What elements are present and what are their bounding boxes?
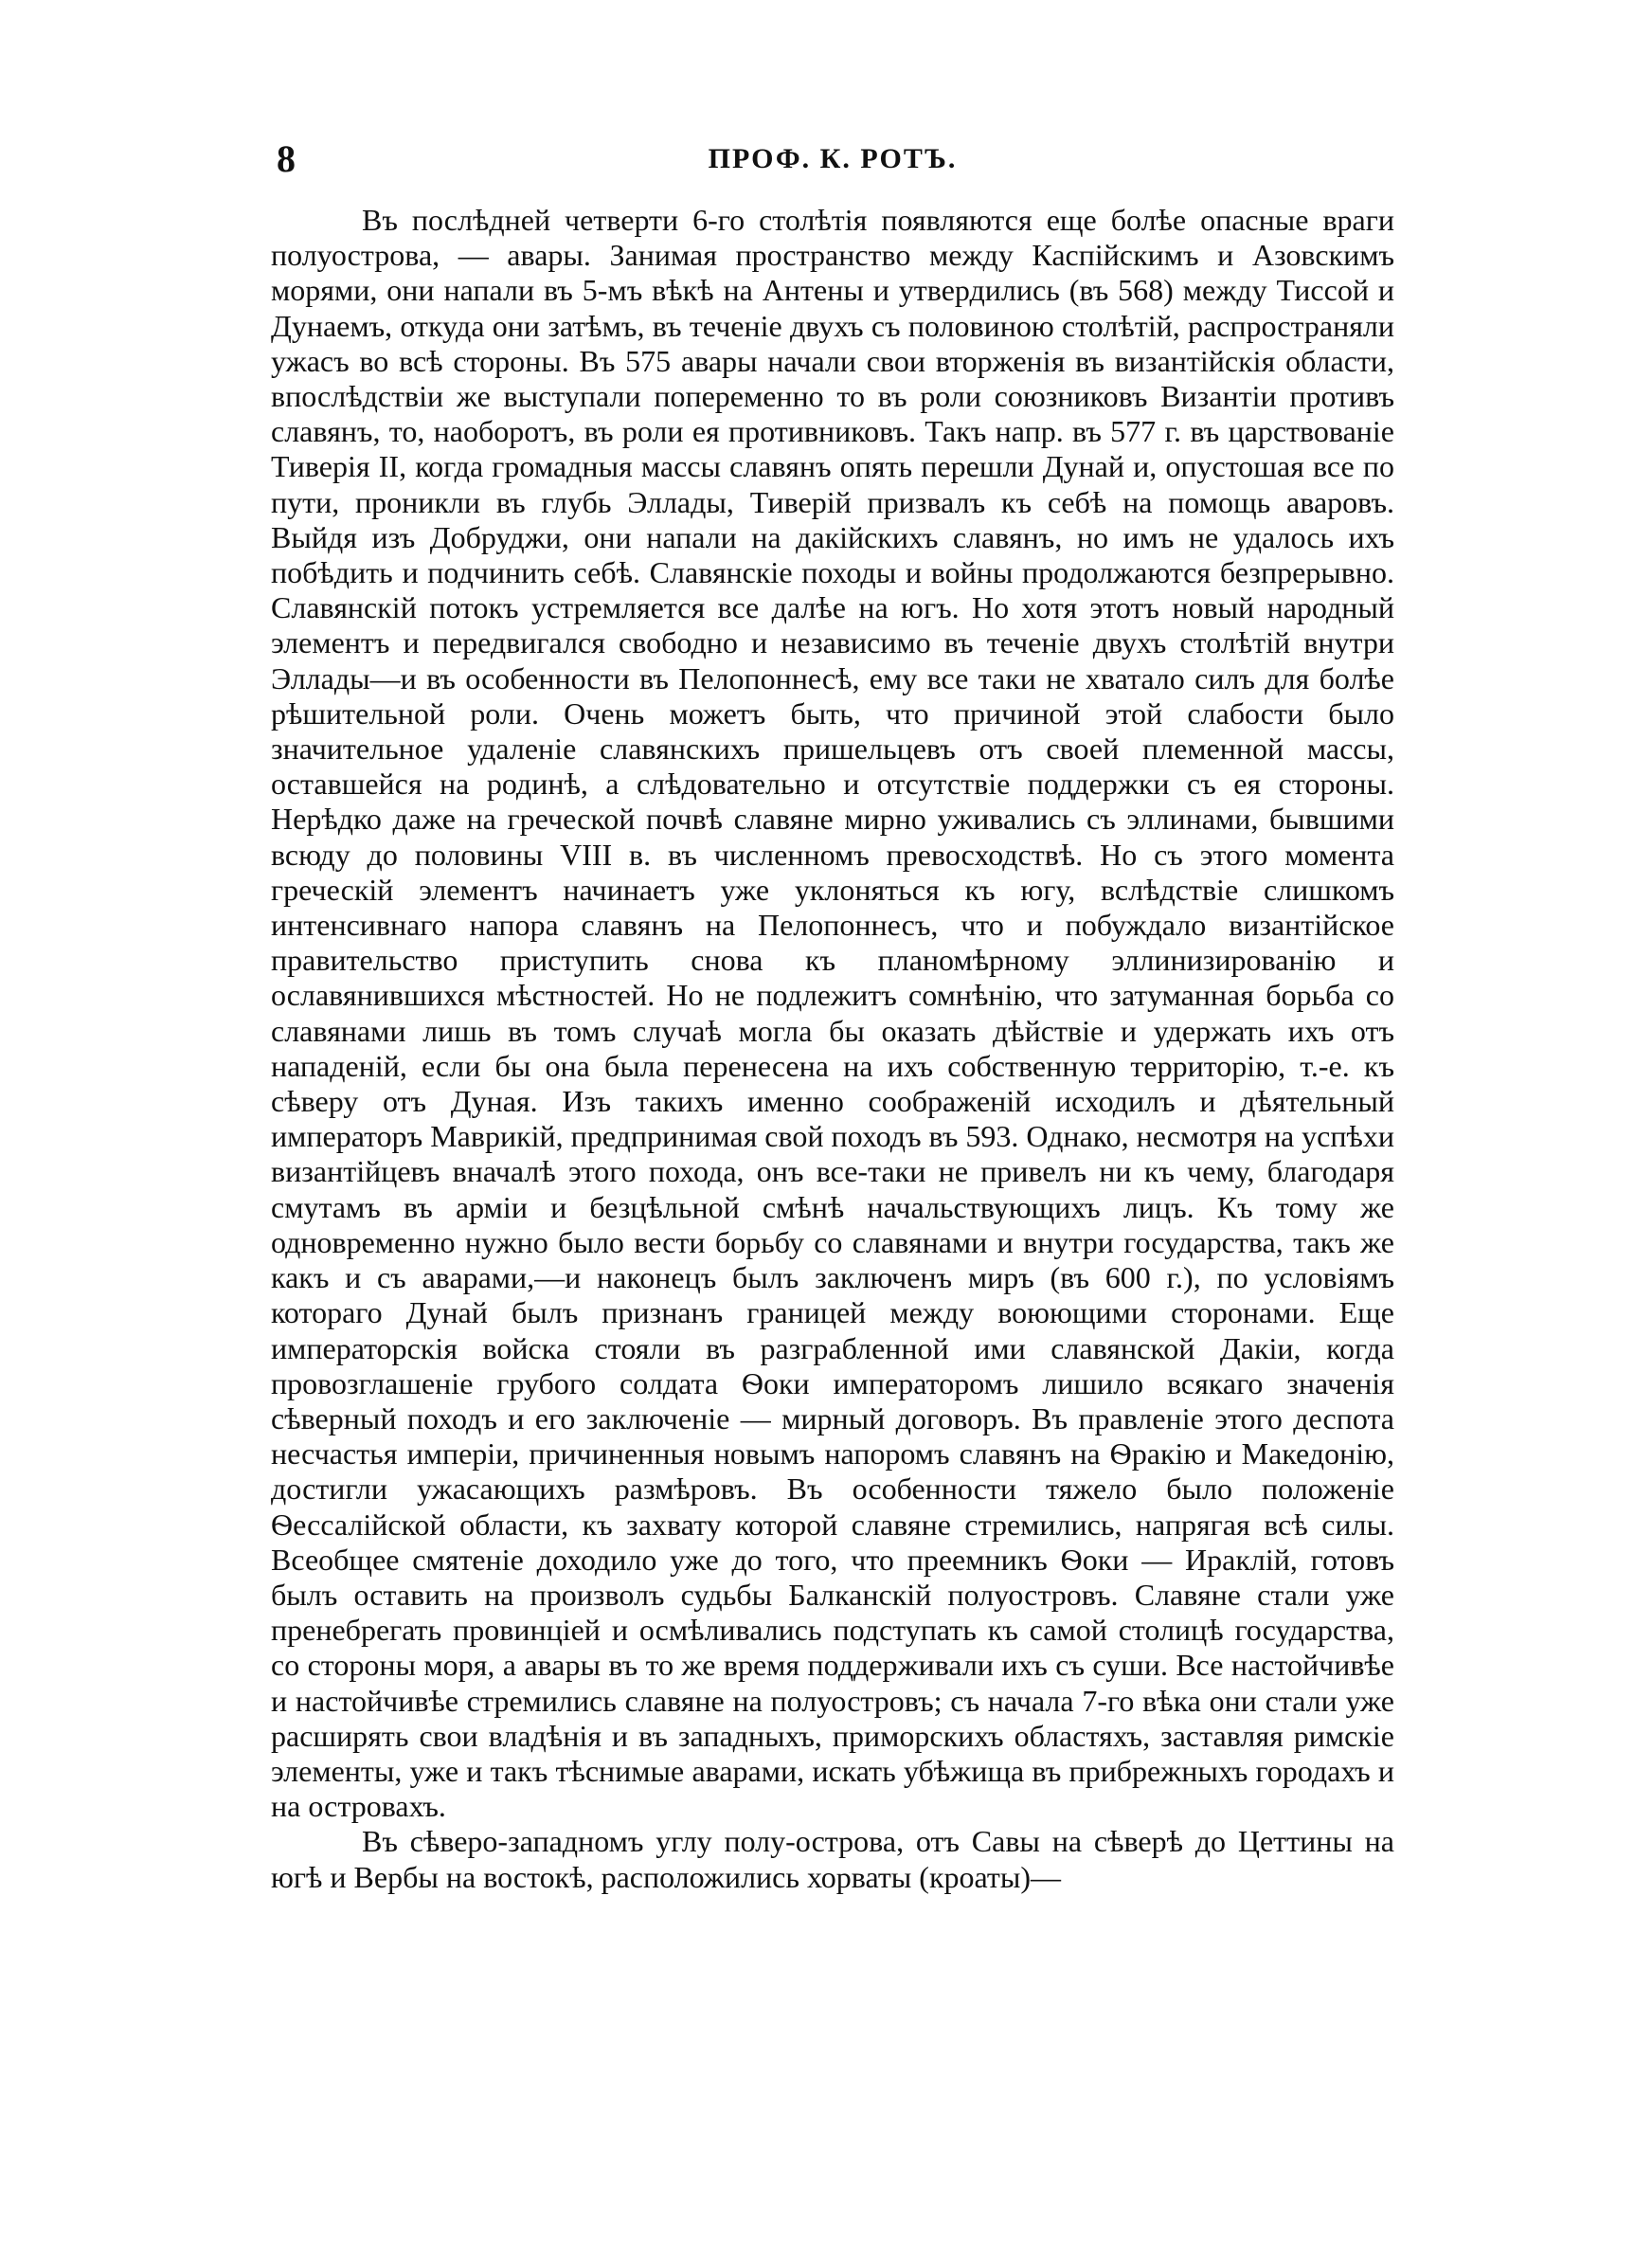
running-head: ПРОФ. К. РОТЪ.: [708, 143, 958, 174]
paragraph-1: Въ послѣдней четверти 6-го столѣтія появляются еще болѣе опасные враги полуострова, — авары. Занимая пространство между Каспійскимъ и Азовскимъ морями, они напали въ 5-мъ вѣкѣ на Антены и утвердились (въ 568) между Тиссой и Дунаемъ, откуда они затѣмъ, въ теченіе двухъ съ половиною столѣтій, распространяли ужасъ во всѣ стороны. Въ 575 авары начали свои вторженія въ византійскія области, впослѣдствіи же выступали попеременно то въ роли союзниковъ Византіи противъ славянъ, то, наоборотъ, въ роли ея противниковъ. Такъ напр. въ 577 г. въ царствованіе Тиверія II, когда громадныя массы славянъ опять перешли Дунай и, опустошая все по пути, проникли въ глубь Эллады, Тиверій призвалъ къ себѣ на помощь аваровъ. Выйдя изъ Добруджи, они напали на дакійскихъ славянъ, но имъ не удалось ихъ побѣдить и подчинить себѣ. Славянскіе походы и войны продолжаются безпрерывно. Славянскій потокъ устремляется все далѣе на югъ. Но хотя этотъ новый народный элементъ и передвигался свободно и независимо въ теченіе двухъ столѣтій внутри Эллады—и въ особенности въ Пелопоннесѣ, ему все таки не хватало силъ для болѣе рѣшительной роли. Очень можетъ быть, что причиной этой слабости было значительное удаленіе славянскихъ пришельцевъ отъ своей племенной массы, оставшейся на родинѣ, а слѣдовательно и отсутствіе поддержки съ ея стороны. Нерѣдко даже на греческой почвѣ славяне мирно уживались съ эллинами, бывшими всюду до половины VIII в. въ численномъ превосходствѣ. Но съ этого момента греческій элементъ начинаетъ уже уклоняться къ югу, вслѣдствіе слишкомъ интенсивнаго напора славянъ на Пелопоннесъ, что и побуждало византійское правительство приступить снова къ планомѣрному эллинизированію и ославянившихся мѣстностей. Но не подлежитъ сомнѣнію, что затуманная борьба со славянами лишь въ томъ случаѣ могла бы оказать дѣйствіе и удержать ихъ отъ нападеній, если бы она была перенесена на ихъ собственную территорію, т.-е. къ сѣверу отъ Дуная. Изъ такихъ именно соображеній исходилъ и дѣятельный императоръ Маврикій, предпринимая свой походъ въ 593. Однако, несмотря на успѣхи византійцевъ вначалѣ этого похода, онъ все-таки не привелъ ни къ чему, благодаря смутамъ въ арміи и безцѣльной смѣнѣ начальствующихъ лицъ. Къ тому же одновременно нужно было вести борьбу со славянами и внутри государства, такъ же какъ и съ аварами,—и наконецъ былъ заключенъ миръ (въ 600 г.), по условіямъ котораго Дунай былъ признанъ границей между воюющими сторонами. Еще императорскія войска стояли въ разграбленной ими славянской Дакіи, когда провозглашеніе грубого солдата Ѳоки императоромъ лишило всякаго значенія сѣверный походъ и его заключеніе — мирный договоръ. Въ правленіе этого деспота несчастья имперіи, причиненныя новымъ напоромъ славянъ на Ѳракію и Македонію, достигли ужасающихъ размѣровъ. Въ особенности тяжело было положеніе Ѳессалійской области, къ захвату которой славяне стремились, напрягая всѣ силы. Всеобщее смятеніе доходило уже до того, что преемникъ Ѳоки — Ираклій, готовъ былъ оставить на произволъ судьбы Балканскій полуостровъ. Славяне стали уже пренебрегать провинціей и осмѣливались подступать къ самой столицѣ государства, со стороны моря, а авары въ то же время поддерживали ихъ съ суши. Все настойчивѣе и настойчивѣе стремились славяне на полуостровъ; съ начала 7-го вѣка они стали уже расширять свои владѣнія и въ западныхъ, приморскихъ областяхъ, заставляя римскіе элементы, уже и такъ тѣснимые аварами, искать убѣжища въ прибрежныхъ городахъ и на островахъ.: [271, 203, 1394, 1824]
page-header: [271, 131, 1394, 188]
paragraph-2: Въ сѣверо-западномъ углу полу-острова, отъ Савы на сѣверѣ до Цеттины на югѣ и Вербы на востокѣ, расположились хорваты (кроаты)—: [271, 1824, 1394, 1894]
body-text: [271, 203, 1394, 1895]
page-number: 8: [277, 137, 296, 180]
